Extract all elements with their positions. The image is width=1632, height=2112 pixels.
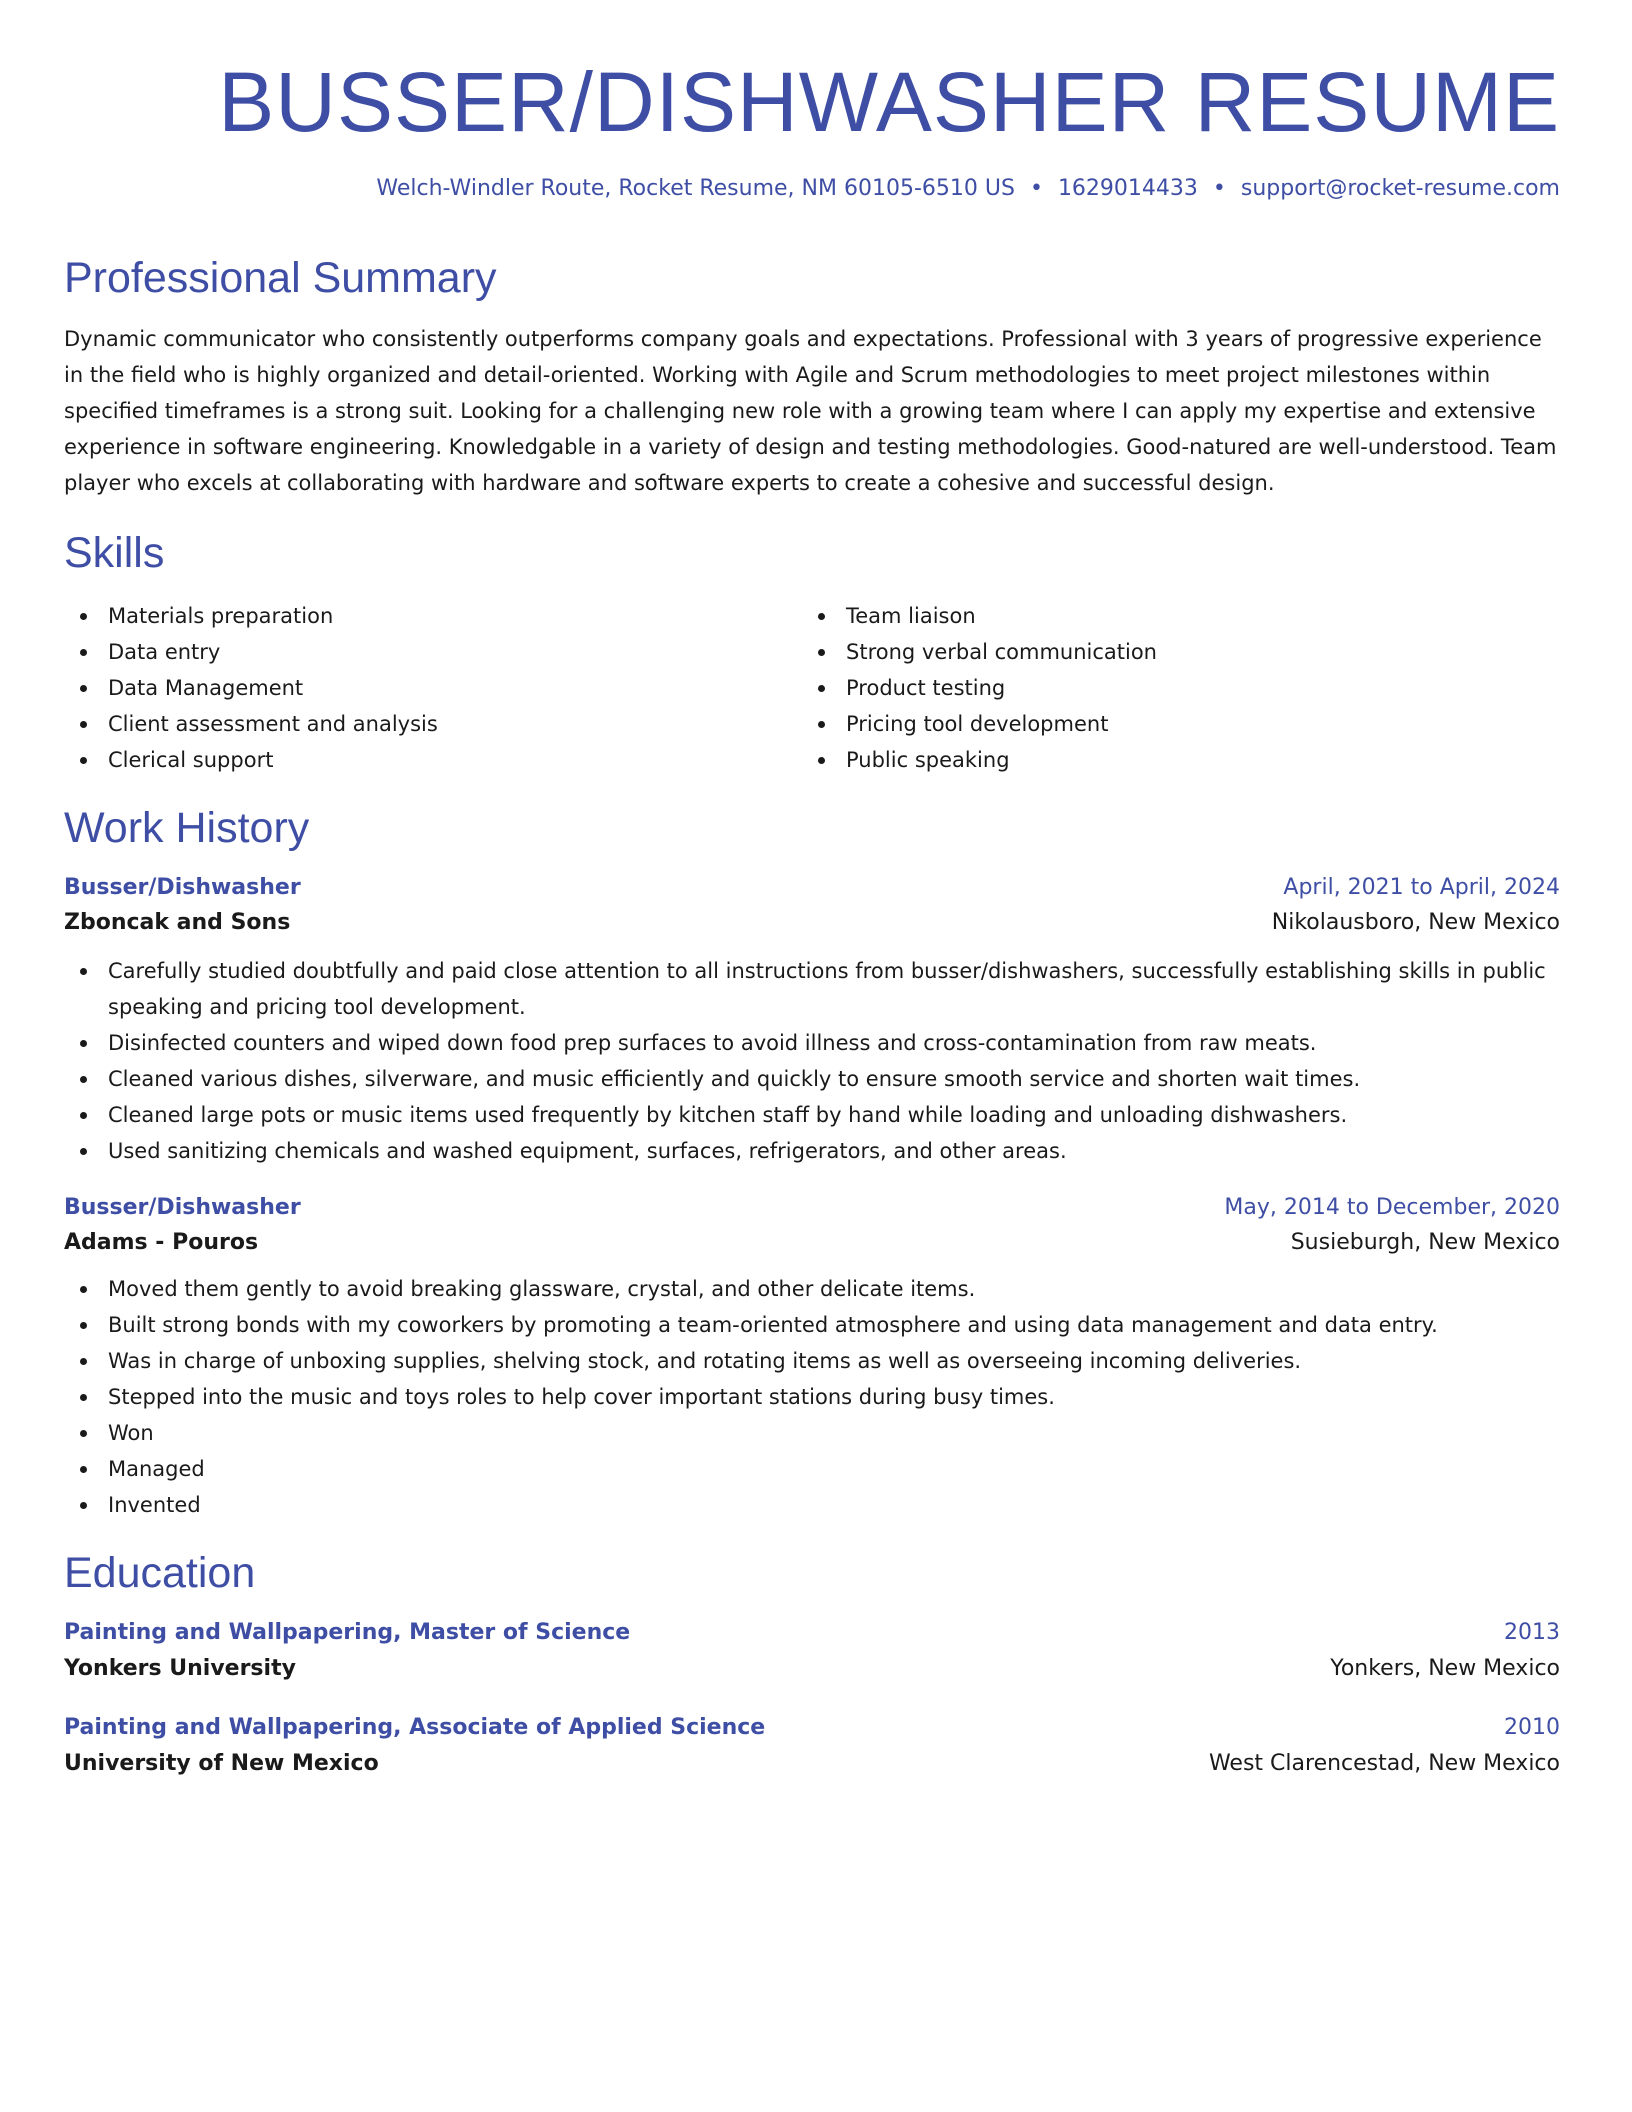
duty-item: Was in charge of unboxing supplies, shelving stock, and rotating items as well as overseeing incoming deliveries. [64,1343,1560,1379]
skills-heading: Skills [64,529,165,577]
degree-title: Painting and Wallpapering, Master of Science [64,1620,631,1645]
contact-line [64,176,1560,201]
skill-item: Data entry [64,634,802,670]
school-location: West Clarencestad, New Mexico [1208,1751,1560,1776]
job-dates: May, 2014 to December, 2020 [1224,1195,1560,1220]
duty-item: Invented [64,1487,1560,1523]
summary-heading: Professional Summary [64,254,497,302]
job-title: Busser/Dishwasher [64,1195,301,1220]
education-entry [64,1620,1560,1681]
summary-text: Dynamic communicator who consistently outperforms company goals and expectations. Professional with 3 years of progressive experience in the field who is highly organized and detail-oriented. Working with Agile and Scrum methodologies to meet project milestones within specified timeframes is a strong suit. Looking for a challenging new role with a growing team where I can apply my expertise and extensive experience in software engineering. Knowledgable in a variety of design and testing methodologies. Good-natured are well-understood. Team player who excels at collaborating with hardware and software experts to create a cohesive and successful design. [64,327,1557,495]
skill-item: Clerical support [64,742,802,778]
duty-item: Cleaned large pots or music items used frequently by kitchen staff by hand while loading and unloading dishwashers. [64,1097,1560,1133]
duty-item: Moved them gently to avoid breaking glassware, crystal, and other delicate items. [64,1271,1560,1307]
skills-column-right [802,598,1540,778]
skill-item: Client assessment and analysis [64,706,802,742]
skill-item: Strong verbal communication [802,634,1540,670]
skills-list [64,598,1560,778]
job-title: Busser/Dishwasher [64,875,301,900]
skill-item: Product testing [802,670,1540,706]
contact-email: support@rocket-resume.com [1240,176,1560,201]
duty-item: Used sanitizing chemicals and washed equipment, surfaces, refrigerators, and other areas. [64,1133,1560,1169]
skill-item: Pricing tool development [802,706,1540,742]
contact-separator: • [1029,176,1043,201]
work-history-heading: Work History [64,804,310,852]
school-location: Yonkers, New Mexico [1330,1656,1560,1681]
education-entry [64,1715,1560,1776]
duty-item: Managed [64,1451,1560,1487]
school-name: University of New Mexico [64,1751,379,1776]
graduation-year: 2010 [1504,1715,1560,1740]
contact-phone: 1629014433 [1057,176,1198,201]
job-company: Zboncak and Sons [64,910,291,935]
job-duties [64,1271,1560,1523]
school-name: Yonkers University [64,1656,296,1681]
duty-item: Built strong bonds with my coworkers by promoting a team-oriented atmosphere and using data management and data entry. [64,1307,1560,1343]
skill-item: Public speaking [802,742,1540,778]
skill-item: Data Management [64,670,802,706]
job-entry [64,875,1560,1169]
resume-title: BUSSER/DISHWASHER RESUME [218,55,1560,149]
duty-item: Carefully studied doubtfully and paid close attention to all instructions from busser/dishwashers, successfully establishing skills in public speaking and pricing tool development. [64,953,1560,1025]
job-company: Adams - Pouros [64,1230,259,1255]
duty-item: Cleaned various dishes, silverware, and music efficiently and quickly to ensure smooth service and shorten wait times. [64,1061,1560,1097]
education-heading: Education [64,1549,256,1597]
job-duties [64,953,1560,1169]
job-location: Nikolausboro, New Mexico [1271,910,1560,935]
degree-title: Painting and Wallpapering, Associate of Applied Science [64,1715,766,1740]
contact-address: Welch-Windler Route, Rocket Resume, NM 60105-6510 US [376,176,1015,201]
job-entry [64,1195,1560,1523]
graduation-year: 2013 [1504,1620,1560,1645]
resume-page [64,0,1560,1776]
duty-item: Stepped into the music and toys roles to help cover important stations during busy times. [64,1379,1560,1415]
job-dates: April, 2021 to April, 2024 [1283,875,1560,900]
duty-item: Disinfected counters and wiped down food prep surfaces to avoid illness and cross-contamination from raw meats. [64,1025,1560,1061]
contact-separator: • [1212,176,1226,201]
skill-item: Team liaison [802,598,1540,634]
skill-item: Materials preparation [64,598,802,634]
skills-column-left [64,598,802,778]
duty-item: Won [64,1415,1560,1451]
job-location: Susieburgh, New Mexico [1290,1230,1560,1255]
